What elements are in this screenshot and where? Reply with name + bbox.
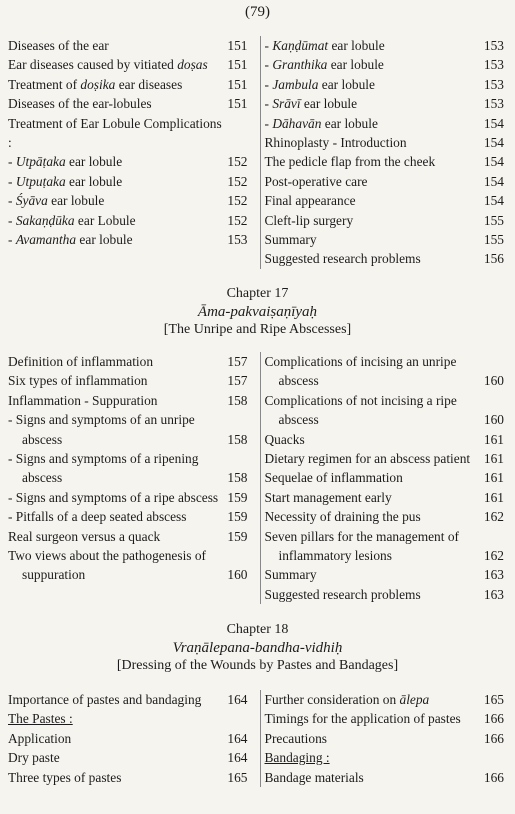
- toc-entry-title: - Jambula ear lobule: [264, 76, 375, 92]
- toc-entry-title: Further consideration on ālepa: [264, 692, 430, 707]
- toc-column-left: [8, 36, 260, 269]
- toc-entry: [8, 94, 252, 113]
- toc-entry-page: 158: [227, 392, 248, 408]
- toc-entry-title: Summary: [264, 567, 317, 583]
- toc-entry-title: Treatment of doṣika ear diseases: [8, 76, 183, 92]
- toc-entry-title: Diseases of the ear-lobules: [8, 96, 152, 112]
- toc-entry-title: Cleft-lip surgery: [264, 212, 354, 228]
- chapter-17-english-title: [The Unripe and Ripe Abscesses]: [163, 322, 352, 337]
- toc-entry: [265, 133, 509, 152]
- toc-entry-title: - Signs and symptoms of a ripening abscess: [8, 451, 199, 486]
- toc-entry-page: 166: [483, 711, 504, 727]
- toc-column-right: [260, 690, 509, 787]
- chapter-17-sanskrit-title: Āma-pakvaiṣaṇīyaḥ: [197, 304, 318, 320]
- chapter-18-heading: [0, 621, 515, 675]
- toc-entry-page: 163: [483, 567, 504, 583]
- toc-entry-page: 156: [483, 251, 504, 267]
- toc-entry-page: 154: [483, 135, 504, 151]
- toc-entry-title: Real surgeon versus a quack: [8, 528, 161, 544]
- toc-entry-page: 152: [227, 193, 248, 209]
- chapter-17-label: Chapter 17: [226, 286, 289, 301]
- toc-entry: [8, 729, 252, 748]
- toc-entry: [8, 488, 252, 507]
- toc-entry-title: Timings for the application of pastes: [264, 711, 461, 727]
- toc-entry: [265, 391, 509, 430]
- toc-entry-page: 166: [483, 730, 504, 746]
- toc-entry-title: Seven pillars for the management of inflammatory lesions: [264, 528, 459, 564]
- toc-entry: [265, 114, 509, 133]
- toc-entry-page: 165: [483, 692, 504, 707]
- toc-entry-title: Sequelae of inflammation: [264, 470, 403, 486]
- toc-entry-title: Two views about the pathogenesis of suppuration: [8, 548, 207, 583]
- toc-entry-title: The Pastes :: [8, 711, 73, 727]
- toc-entry: [265, 75, 509, 94]
- toc-entry-title: Dietary regimen for an abscess patient: [264, 451, 471, 467]
- toc-entry: [265, 449, 509, 468]
- chapter-17-entries: [8, 352, 508, 604]
- toc-entry-title: Complications of not incising a ripe abscess: [264, 392, 457, 428]
- toc-entry-title: Inflammation - Suppuration: [8, 392, 158, 408]
- toc-entry: [265, 172, 509, 191]
- chapter-18-label: Chapter 18: [226, 622, 289, 637]
- toc-entry-page: 153: [483, 57, 504, 73]
- toc-entry-title: Application: [8, 730, 72, 746]
- toc-entry-title: Precautions: [264, 730, 327, 746]
- chapter-18-entries: [8, 690, 508, 787]
- toc-entry-page: 153: [483, 38, 504, 53]
- toc-entry: [8, 152, 252, 171]
- toc-entry: [265, 709, 509, 728]
- toc-entry: [265, 768, 509, 787]
- toc-entry: [265, 430, 509, 449]
- toc-entry-title: - Signs and symptoms of a ripe abscess: [8, 489, 219, 505]
- toc-entry-title: Treatment of Ear Lobule Complications :: [8, 115, 222, 151]
- toc-entry: [8, 410, 252, 449]
- toc-entry: [265, 488, 509, 507]
- toc-entry: [8, 114, 252, 153]
- toc-entry: [265, 94, 509, 113]
- toc-entry: [8, 690, 252, 709]
- toc-entry-page: 151: [227, 76, 248, 92]
- toc-entry-title: - Signs and symptoms of an unripe abscess: [8, 412, 195, 447]
- toc-entry: [8, 748, 252, 767]
- toc-entry: [8, 55, 252, 74]
- toc-entry-page: 166: [483, 769, 504, 785]
- toc-entry-page: 153: [483, 96, 504, 112]
- toc-entry-title: Final appearance: [264, 193, 356, 209]
- toc-entry-title: Importance of pastes and bandaging: [8, 692, 202, 707]
- toc-entry: [8, 172, 252, 191]
- toc-entry-page: 159: [227, 489, 248, 505]
- toc-column-left: [8, 690, 260, 787]
- toc-entry-title: Dry paste: [8, 750, 60, 766]
- toc-entry-page: 160: [483, 373, 504, 389]
- toc-entry-page: 154: [483, 154, 504, 170]
- toc-entry-title: - Dāhavān ear lobule: [264, 115, 378, 131]
- toc-entry-page: 162: [483, 548, 504, 564]
- chapter-18-sanskrit-title: Vraṇālepana-bandha-vidhiḥ: [172, 640, 343, 656]
- toc-entry: [265, 230, 509, 249]
- toc-entry-title: Diseases of the ear: [8, 38, 109, 53]
- toc-entry-title: The pedicle flap from the cheek: [264, 154, 436, 170]
- toc-entry: [8, 230, 252, 249]
- toc-entry-page: 157: [227, 373, 248, 389]
- toc-entry: [8, 507, 252, 526]
- toc-entry: [8, 527, 252, 546]
- toc-entry-title: - Pitfalls of a deep seated abscess: [8, 509, 187, 525]
- toc-entry-title: - Kaṇḍūmat ear lobule: [264, 38, 385, 53]
- toc-entry-page: 164: [227, 750, 248, 766]
- toc-column-right: [260, 36, 509, 269]
- toc-entry-page: 152: [227, 212, 248, 228]
- toc-entry-page: 164: [227, 692, 248, 707]
- toc-entry: [265, 352, 509, 391]
- toc-entry-page: 162: [483, 509, 504, 525]
- toc-entry-title: Six types of inflammation: [8, 373, 148, 389]
- toc-entry-page: 164: [227, 730, 248, 746]
- toc-entry: [265, 690, 509, 709]
- toc-entry: [265, 527, 509, 566]
- toc-entry-page: 161: [483, 431, 504, 447]
- toc-entry: [8, 191, 252, 210]
- toc-entry: [8, 449, 252, 488]
- toc-entry-title: Quacks: [264, 431, 305, 447]
- toc-entry: [8, 75, 252, 94]
- toc-entry-title: Definition of inflammation: [8, 354, 154, 369]
- toc-entry-page: 154: [483, 115, 504, 131]
- toc-entry-title: Rhinoplasty - Introduction: [264, 135, 407, 151]
- page-number: (79): [245, 4, 270, 20]
- toc-entry: [265, 565, 509, 584]
- toc-entry-page: 163: [483, 586, 504, 602]
- toc-entry: [265, 729, 509, 748]
- toc-entry-page: 160: [227, 567, 248, 583]
- toc-entry-page: 152: [227, 154, 248, 170]
- toc-entry-page: 154: [483, 173, 504, 189]
- toc-entry-page: 151: [227, 38, 248, 53]
- toc-entry-page: 161: [483, 451, 504, 467]
- toc-entry-page: 161: [483, 489, 504, 505]
- toc-entry: [265, 507, 509, 526]
- toc-entry-title: - Utpuṭaka ear lobule: [8, 173, 123, 189]
- toc-entry: [8, 768, 252, 787]
- toc-entry-title: - Utpāṭaka ear lobule: [8, 154, 123, 170]
- toc-entry: [8, 546, 252, 585]
- toc-entry-page: 153: [227, 232, 248, 248]
- toc-entry: [265, 585, 509, 604]
- toc-entry: [8, 211, 252, 230]
- toc-entry-page: 157: [227, 354, 248, 369]
- toc-entry-page: 155: [483, 212, 504, 228]
- toc-entry-page: 159: [227, 509, 248, 525]
- chapter-17-heading: [0, 285, 515, 339]
- toc-entry: [265, 249, 509, 268]
- toc-entry-title: Summary: [264, 232, 317, 248]
- toc-entry-title: Ear diseases caused by vitiated doṣas: [8, 57, 208, 73]
- toc-entry: [265, 36, 509, 55]
- toc-entry: [265, 152, 509, 171]
- toc-entry-page: 161: [483, 470, 504, 486]
- toc-entry-page: 158: [227, 431, 248, 447]
- toc-entry-title: Three types of pastes: [8, 769, 122, 785]
- toc-entry: [265, 211, 509, 230]
- toc-entry-page: 165: [227, 769, 248, 785]
- toc-entry-title: - Avamantha ear lobule: [8, 232, 133, 248]
- toc-entry-page: 155: [483, 232, 504, 248]
- toc-entry-page: 151: [227, 57, 248, 73]
- toc-entry-title: Suggested research problems: [264, 251, 421, 267]
- toc-entry-title: Necessity of draining the pus: [264, 509, 421, 525]
- toc-entry: [265, 748, 509, 767]
- toc-column-right: [260, 352, 509, 604]
- toc-entry: [8, 352, 252, 371]
- toc-entry-title: - Śyāva ear lobule: [8, 193, 105, 209]
- toc-entry-page: 151: [227, 96, 248, 112]
- toc-entry-title: - Granthika ear lobule: [264, 57, 384, 73]
- toc-entry-title: - Sakaṇḍūka ear Lobule: [8, 212, 136, 228]
- toc-entry: [265, 468, 509, 487]
- toc-entry-page: 153: [483, 76, 504, 92]
- toc-entry: [8, 709, 252, 728]
- toc-entry: [8, 371, 252, 390]
- toc-entry-title: Start management early: [264, 489, 392, 505]
- toc-entry-title: Suggested research problems: [264, 586, 421, 602]
- toc-entry-title: Complications of incising an unripe abscess: [264, 354, 457, 389]
- toc-entry: [265, 55, 509, 74]
- toc-column-left: [8, 352, 260, 604]
- toc-entry: [265, 191, 509, 210]
- toc-entry-page: 158: [227, 470, 248, 486]
- chapter-18-english-title: [Dressing of the Wounds by Pastes and Bandages]: [116, 658, 399, 673]
- toc-entry-title: Post-operative care: [264, 173, 368, 189]
- toc-entry-page: 160: [483, 412, 504, 428]
- section-ear-entries: [8, 36, 508, 269]
- toc-entry-page: 152: [227, 173, 248, 189]
- toc-entry-page: 154: [483, 193, 504, 209]
- toc-entry: [8, 391, 252, 410]
- toc-entry-title: Bandage materials: [264, 769, 364, 785]
- toc-entry: [8, 36, 252, 55]
- toc-entry-page: 159: [227, 528, 248, 544]
- toc-entry-title: Bandaging :: [264, 750, 330, 766]
- toc-entry-title: - Srāvī ear lobule: [264, 96, 358, 112]
